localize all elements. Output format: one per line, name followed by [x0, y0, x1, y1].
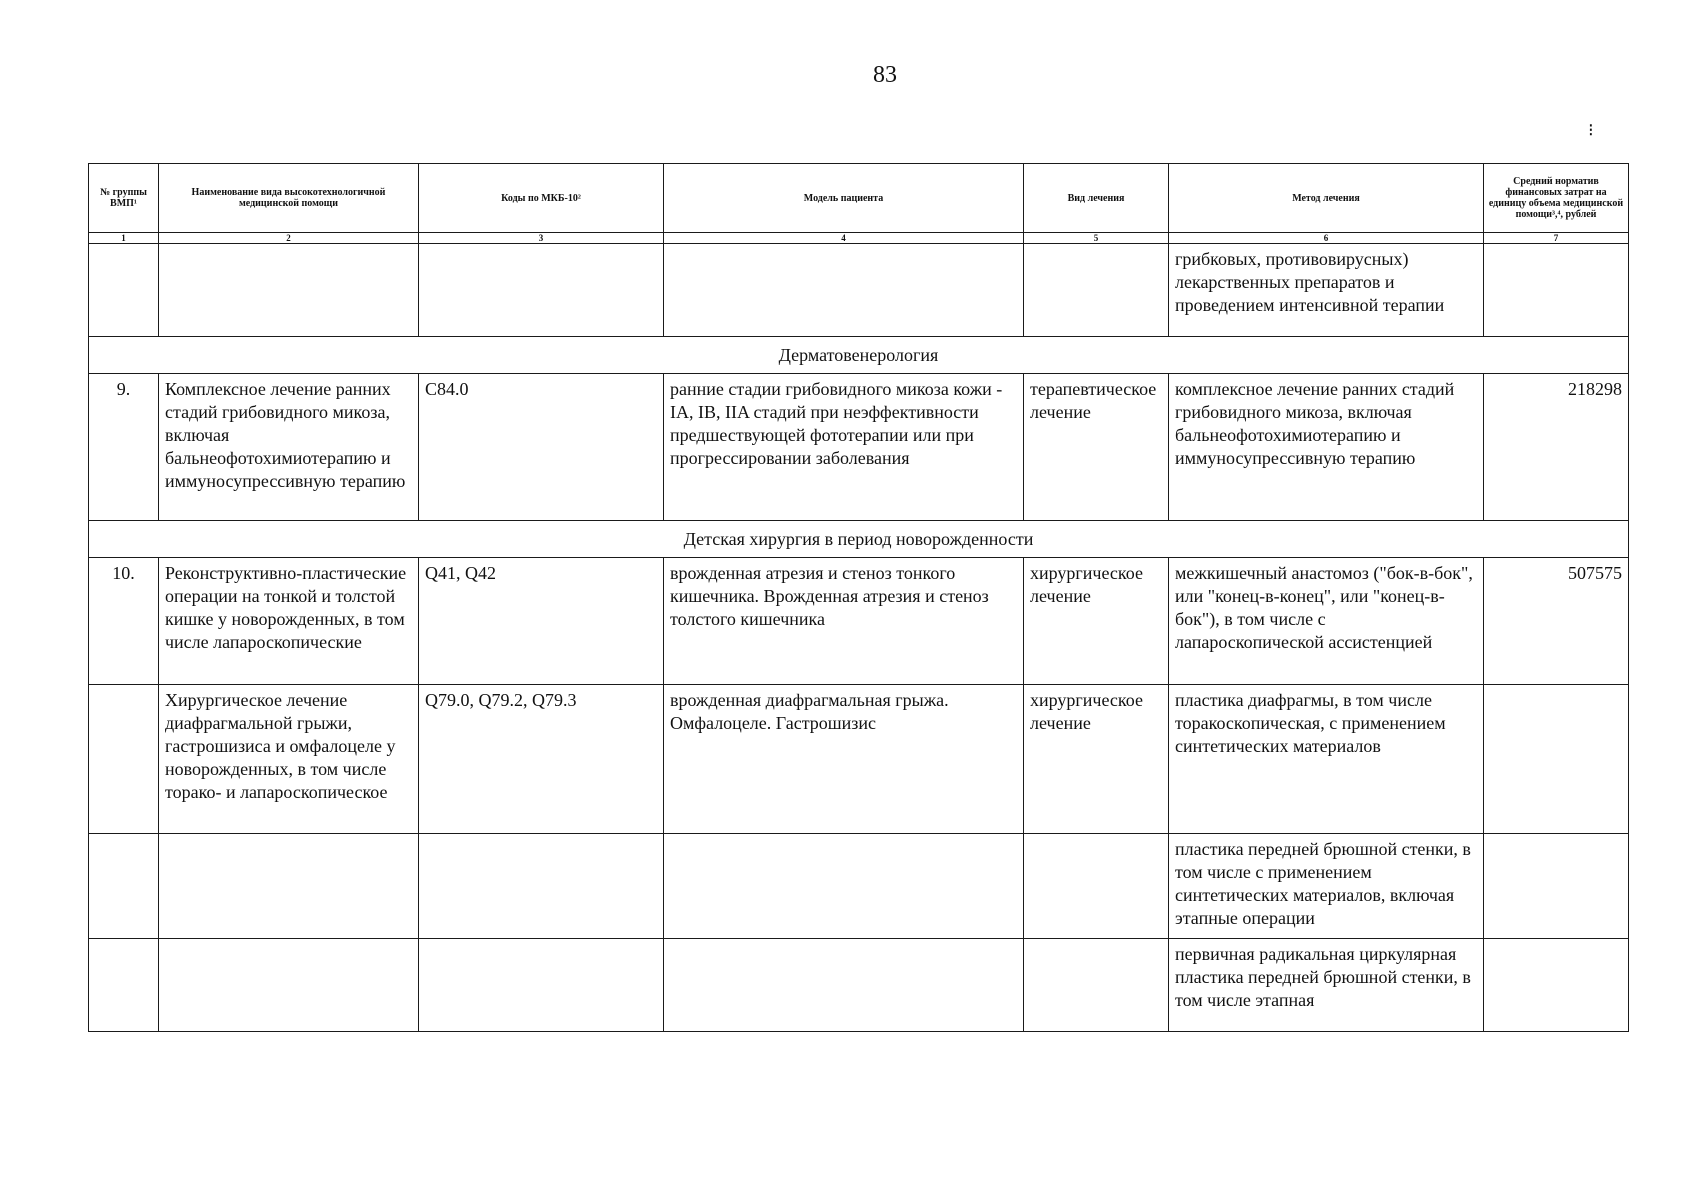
treatment-type: терапевтическое лечение: [1024, 374, 1169, 521]
header-method: Метод лечения: [1169, 164, 1484, 233]
section-title: Детская хирургия в период новорожденности: [89, 521, 1629, 558]
col-number: 2: [159, 233, 419, 244]
care-name: Хирургическое лечение диафрагмальной грыжи, гастрошизиса и омфалоцеле у новорожденных, в том числе торако- и лапароскопическое: [159, 685, 419, 834]
col-number: 7: [1484, 233, 1629, 244]
group-number: 10.: [89, 558, 159, 685]
col-number: 5: [1024, 233, 1169, 244]
patient-model: врожденная диафрагмальная грыжа. Омфалоцеле. Гастрошизис: [664, 685, 1024, 834]
header-cost: Средний норматив финансовых затрат на единицу объема медицинской помощи³,⁴, рублей: [1484, 164, 1629, 233]
treatment-type: хирургическое лечение: [1024, 685, 1169, 834]
treatment-method: межкишечный анастомоз ("бок-в-бок", или "конец-в-конец", или "конец-в-бок"), в том числе с лапароскопической ассистенцией: [1169, 558, 1484, 685]
cost-norm: 507575: [1484, 558, 1629, 685]
header-model: Модель пациента: [664, 164, 1024, 233]
table-row: [89, 685, 1629, 834]
treatment-method: пластика диафрагмы, в том числе торакоскопическая, с применением синтетических материалов: [1169, 685, 1484, 834]
col-number: 3: [419, 233, 664, 244]
header-codes: Коды по МКБ-10²: [419, 164, 664, 233]
header-name: Наименование вида высокотехнологичной медицинской помощи: [159, 164, 419, 233]
table-row: [89, 374, 1629, 521]
header-group: № группы ВМП¹: [89, 164, 159, 233]
header-type: Вид лечения: [1024, 164, 1169, 233]
section-neonatal-surgery: [89, 521, 1629, 558]
corner-mark: ⁝: [1588, 120, 1594, 140]
col-number: 6: [1169, 233, 1484, 244]
icd-codes: Q41, Q42: [419, 558, 664, 685]
care-name: Комплексное лечение ранних стадий грибовидного микоза, включая бальнеофотохимиотерапию и иммуносупрессивную терапию: [159, 374, 419, 521]
table-row: [89, 834, 1629, 939]
page-number: 83: [873, 62, 897, 88]
treatment-method: первичная радикальная циркулярная пластика передней брюшной стенки, в том числе этапная: [1169, 939, 1484, 1032]
section-title: Дерматовенерология: [89, 337, 1629, 374]
vmp-table: [88, 163, 1629, 1032]
col-number: 1: [89, 233, 159, 244]
method-cell: грибковых, противовирусных) лекарственных препаратов и проведением интенсивной терапии: [1169, 244, 1484, 337]
treatment-method: комплексное лечение ранних стадий грибовидного микоза, включая бальнеофотохимиотерапию и иммуносупрессивную терапию: [1169, 374, 1484, 521]
patient-model: ранние стадии грибовидного микоза кожи - IA, IB, IIA стадий при неэффективности предшествующей фототерапии или при прогрессировании заболевания: [664, 374, 1024, 521]
section-dermatovenerology: [89, 337, 1629, 374]
table-row-continuation: [89, 244, 1629, 337]
column-number-row: [89, 233, 1629, 244]
patient-model: врожденная атрезия и стеноз тонкого кишечника. Врожденная атрезия и стеноз толстого кишечника: [664, 558, 1024, 685]
table-row: [89, 558, 1629, 685]
group-number: 9.: [89, 374, 159, 521]
care-name: Реконструктивно-пластические операции на тонкой и толстой кишке у новорожденных, в том числе лапароскопические: [159, 558, 419, 685]
col-number: 4: [664, 233, 1024, 244]
treatment-type: хирургическое лечение: [1024, 558, 1169, 685]
table-row: [89, 939, 1629, 1032]
icd-codes: C84.0: [419, 374, 664, 521]
icd-codes: Q79.0, Q79.2, Q79.3: [419, 685, 664, 834]
cost-norm: 218298: [1484, 374, 1629, 521]
treatment-method: пластика передней брюшной стенки, в том числе с применением синтетических материалов, включая этапные операции: [1169, 834, 1484, 939]
header-row: [89, 164, 1629, 233]
